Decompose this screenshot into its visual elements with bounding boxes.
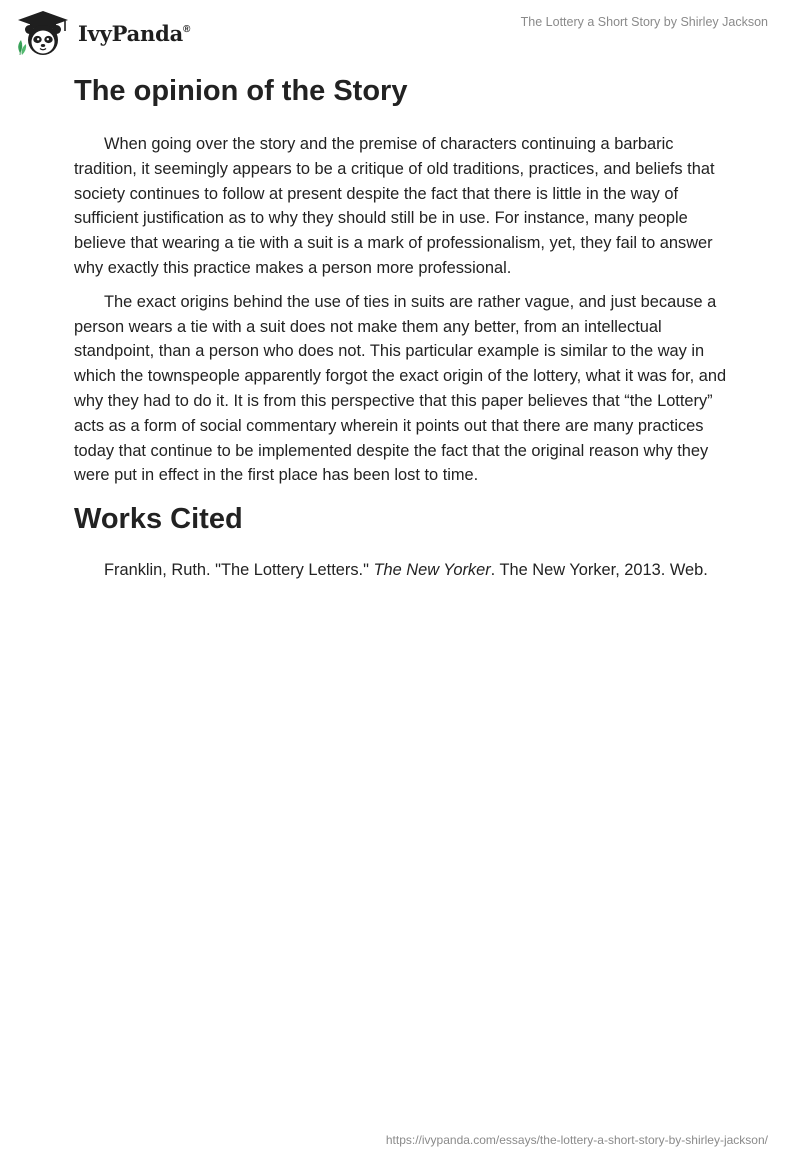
citation-entry: Franklin, Ruth. "The Lottery Letters." The New Yorker. The New Yorker, 2013. Web. [104, 561, 708, 580]
brand-name: IvyPanda® [78, 20, 191, 46]
body-paragraph: The exact origins behind the use of ties in suits are rather vague, and just because a person wears a tie with a suit does not make them any better, from an intellectual standpoint, than a person who does not. This particular example is similar to the way in which the townspeople apparently forgot the exact origin of the lottery, what it was for, and why they had to do it. It is from this perspective that this paper believes that “the Lottery” acts as a form of social commentary wherein it points out that there are many practices today that continue to be implemented despite the fact that the original reason why they were put in effect in the first place has been lost to time. [74, 292, 727, 485]
document-title: The Lottery a Short Story by Shirley Jackson [520, 15, 768, 29]
panda-graduate-icon [14, 9, 72, 57]
section-heading-works-cited: Works Cited [74, 503, 243, 536]
source-url[interactable]: https://ivypanda.com/essays/the-lottery-a-short-story-by-shirley-jackson/ [385, 1133, 768, 1147]
page-header [0, 0, 800, 64]
section-heading-opinion: The opinion of the Story [74, 75, 408, 107]
essay-content [74, 74, 730, 582]
body-paragraph: When going over the story and the premise of characters continuing a barbaric tradition, it seemingly appears to be a critique of old traditions, practices, and beliefs that society continues to follow at present despite the fact that there is little in the way of sufficient justification as to why they should still be in use. For instance, many people believe that wearing a tie with a suit is a mark of professionalism, yet, they fail to answer why exactly this practice makes a person more professional. [74, 135, 715, 277]
ivypanda-logo[interactable] [14, 8, 190, 58]
registered-mark: ® [183, 23, 191, 35]
citation-publication: The New Yorker [373, 561, 491, 580]
